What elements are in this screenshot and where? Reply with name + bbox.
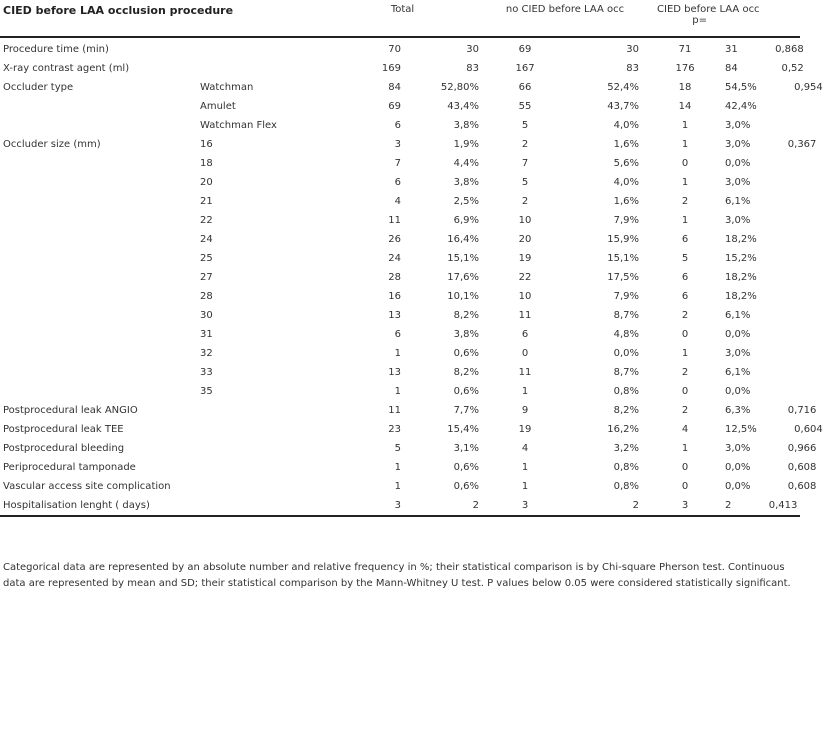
no-cied-n: 7 <box>521 158 529 169</box>
total-stat: 83 <box>466 63 480 74</box>
row-label <box>0 173 200 192</box>
cied-n: 1 <box>681 443 689 454</box>
row-sublabel: Amulet <box>200 101 236 112</box>
table-row <box>0 37 800 59</box>
total-stat: 0,6% <box>453 462 480 473</box>
total-stat: 10,1% <box>447 291 480 302</box>
table-row <box>0 230 800 249</box>
total-n: 3 <box>394 500 401 511</box>
row-sublabel <box>200 37 320 59</box>
cied-stat-value: 54,5% <box>725 82 757 93</box>
cied-n: 1 <box>681 215 689 226</box>
row-sublabel <box>200 420 320 439</box>
row-sublabel: Watchman Flex <box>200 120 277 131</box>
cied-stat <box>725 477 817 496</box>
cied-n: 1 <box>681 120 689 131</box>
row-sublabel: 18 <box>200 158 213 169</box>
total-n: 28 <box>388 272 401 283</box>
cied-stat-value: 6,1% <box>725 196 751 207</box>
total-stat: 3,8% <box>453 177 480 188</box>
no-cied-stat: 7,9% <box>613 291 640 302</box>
no-cied-n: 20 <box>518 234 532 245</box>
no-cied-stat: 7,9% <box>613 215 640 226</box>
cied-stat-value: 3,0% <box>725 120 751 131</box>
p-value: 0,413 <box>768 500 798 511</box>
cied-stat <box>725 420 823 439</box>
total-n: 23 <box>388 424 401 435</box>
row-sublabel: Watchman <box>200 82 254 93</box>
row-sublabel: 22 <box>200 215 213 226</box>
total-stat: 30 <box>466 44 480 55</box>
total-stat: 0,6% <box>453 481 480 492</box>
total-n: 169 <box>381 63 401 74</box>
total-stat: 7,7% <box>453 405 480 416</box>
table-row <box>0 477 800 496</box>
row-label <box>0 363 200 382</box>
total-n: 7 <box>394 158 401 169</box>
no-cied-n: 167 <box>515 63 535 74</box>
row-label <box>0 268 200 287</box>
header-cied: CIED before LAA occ <box>657 4 760 15</box>
header-total: Total <box>390 4 415 15</box>
header-cied-and-p <box>645 0 800 37</box>
no-cied-stat: 8,7% <box>613 367 640 378</box>
no-cied-n: 10 <box>518 291 532 302</box>
no-cied-stat: 1,6% <box>613 139 640 150</box>
no-cied-n: 1 <box>521 386 529 397</box>
cied-stat <box>725 306 800 325</box>
p-value: 0,966 <box>787 443 817 454</box>
row-sublabel: 31 <box>200 329 213 340</box>
cied-stat-value: 12,5% <box>725 424 757 435</box>
total-stat: 15,4% <box>447 424 480 435</box>
total-n: 24 <box>388 253 401 264</box>
no-cied-stat: 5,6% <box>613 158 640 169</box>
total-stat: 8,2% <box>453 367 480 378</box>
row-sublabel: 24 <box>200 234 213 245</box>
total-stat: 1,9% <box>453 139 480 150</box>
row-sublabel: 27 <box>200 272 213 283</box>
no-cied-n: 5 <box>521 120 529 131</box>
row-sublabel <box>200 458 320 477</box>
no-cied-n: 22 <box>518 272 532 283</box>
row-sublabel: 21 <box>200 196 213 207</box>
table-row <box>0 59 800 78</box>
no-cied-n: 69 <box>518 44 532 55</box>
cied-n: 2 <box>681 310 689 321</box>
no-cied-stat: 52,4% <box>607 82 640 93</box>
cied-stat-value: 0,0% <box>725 481 751 492</box>
p-value: 0,608 <box>787 481 817 492</box>
total-stat: 3,1% <box>453 443 480 454</box>
row-label <box>0 382 200 401</box>
no-cied-n: 3 <box>521 500 529 511</box>
no-cied-stat: 17,5% <box>607 272 640 283</box>
cied-stat-value: 31 <box>725 44 738 55</box>
total-n: 4 <box>394 196 401 207</box>
table-row <box>0 306 800 325</box>
no-cied-stat: 15,9% <box>607 234 640 245</box>
no-cied-stat: 0,8% <box>613 386 640 397</box>
cied-stat-value: 3,0% <box>725 177 751 188</box>
cied-stat <box>725 78 823 97</box>
table-row <box>0 154 800 173</box>
row-sublabel: 20 <box>200 177 213 188</box>
total-stat: 2 <box>472 500 480 511</box>
cied-stat-value: 18,2% <box>725 234 757 245</box>
total-n: 1 <box>394 348 401 359</box>
row-label: Occluder type <box>3 82 74 93</box>
no-cied-stat: 0,0% <box>613 348 640 359</box>
row-label: X-ray contrast agent (ml) <box>3 63 130 74</box>
cied-stat-value: 0,0% <box>725 329 751 340</box>
table-row <box>0 401 800 420</box>
no-cied-n: 11 <box>518 367 532 378</box>
total-n: 69 <box>388 101 401 112</box>
table-row <box>0 382 800 401</box>
row-sublabel <box>200 439 320 458</box>
row-label <box>0 306 200 325</box>
no-cied-n: 55 <box>518 101 532 112</box>
no-cied-stat: 1,6% <box>613 196 640 207</box>
table-row <box>0 97 800 116</box>
cied-stat <box>725 287 800 306</box>
row-label: Postprocedural bleeding <box>3 443 125 454</box>
total-stat: 17,6% <box>447 272 480 283</box>
p-value: 0,608 <box>787 462 817 473</box>
p-value: 0,52 <box>781 63 804 74</box>
row-sublabel <box>200 59 320 78</box>
row-label: Procedure time (min) <box>3 44 109 55</box>
no-cied-n: 66 <box>518 82 532 93</box>
cied-n: 6 <box>681 272 689 283</box>
cied-stat-value: 2 <box>725 500 732 511</box>
cied-stat-value: 6,3% <box>725 405 751 416</box>
row-label: Periprocedural tamponade <box>3 462 136 473</box>
no-cied-stat: 3,2% <box>613 443 640 454</box>
cied-n: 1 <box>681 177 689 188</box>
no-cied-n: 2 <box>521 196 529 207</box>
cied-stat <box>725 154 800 173</box>
cied-stat <box>725 496 800 516</box>
total-n: 1 <box>394 462 401 473</box>
total-n: 1 <box>394 386 401 397</box>
cied-stat <box>725 382 800 401</box>
row-label: Postprocedural leak TEE <box>3 424 124 435</box>
total-stat: 16,4% <box>447 234 480 245</box>
cied-n: 3 <box>681 500 689 511</box>
table-row <box>0 458 800 477</box>
table-row <box>0 173 800 192</box>
no-cied-stat: 4,0% <box>613 177 640 188</box>
table-footnote: Categorical data are represented by an absolute number and relative frequency in %; their statistical comparison is by Chi-square Pherson test. Continuous data are represented by mean and SD; their statistical comparison by the Mann-Whitney U test. P values below 0.05 were considered statistically significant. <box>3 562 791 589</box>
total-stat: 3,8% <box>453 329 480 340</box>
cied-n: 0 <box>681 481 689 492</box>
total-n: 6 <box>394 120 401 131</box>
cied-stat-value: 3,0% <box>725 139 751 150</box>
no-cied-stat: 8,7% <box>613 310 640 321</box>
table-header-row <box>0 0 800 37</box>
header-p: p= <box>692 15 708 26</box>
cied-n: 1 <box>681 139 689 150</box>
cied-n: 2 <box>681 405 689 416</box>
total-stat: 52,80% <box>440 82 480 93</box>
cied-n: 2 <box>681 196 689 207</box>
row-label <box>0 325 200 344</box>
cied-n: 18 <box>678 82 692 93</box>
p-value: 0,367 <box>787 139 817 150</box>
table-body <box>0 37 823 516</box>
table-row <box>0 363 800 382</box>
total-n: 16 <box>388 291 401 302</box>
cied-stat-value: 3,0% <box>725 348 751 359</box>
cied-stat <box>725 439 817 458</box>
no-cied-n: 0 <box>521 348 529 359</box>
row-sublabel <box>200 477 320 496</box>
cied-n: 6 <box>681 291 689 302</box>
table-row <box>0 268 800 287</box>
cied-n: 1 <box>681 348 689 359</box>
cied-stat-value: 18,2% <box>725 272 757 283</box>
row-label <box>0 97 200 116</box>
row-sublabel: 30 <box>200 310 213 321</box>
cied-stat <box>725 135 817 154</box>
cied-stat-value: 84 <box>725 63 738 74</box>
total-n: 84 <box>388 82 401 93</box>
cied-n: 0 <box>681 329 689 340</box>
cied-stat-value: 0,0% <box>725 386 751 397</box>
cied-stat-value: 3,0% <box>725 443 751 454</box>
no-cied-n: 4 <box>521 443 529 454</box>
row-label: Hospitalisation lenght ( days) <box>3 500 150 511</box>
no-cied-stat: 83 <box>626 63 640 74</box>
cied-stat-value: 3,0% <box>725 215 751 226</box>
total-n: 70 <box>388 44 401 55</box>
cied-n: 0 <box>681 462 689 473</box>
cied-stat-value: 0,0% <box>725 462 751 473</box>
no-cied-stat: 4,0% <box>613 120 640 131</box>
row-sublabel: 33 <box>200 367 213 378</box>
row-label <box>0 211 200 230</box>
row-sublabel: 25 <box>200 253 213 264</box>
table-row <box>0 78 800 97</box>
total-stat: 15,1% <box>447 253 480 264</box>
table-row <box>0 325 800 344</box>
p-value: 0,954 <box>794 82 823 93</box>
cied-stat <box>725 230 800 249</box>
cied-n: 176 <box>675 63 695 74</box>
no-cied-n: 19 <box>518 424 532 435</box>
no-cied-stat: 16,2% <box>607 424 640 435</box>
total-n: 6 <box>394 329 401 340</box>
row-label <box>0 344 200 363</box>
row-label <box>0 192 200 211</box>
cied-stat <box>725 59 804 78</box>
no-cied-stat: 0,8% <box>613 462 640 473</box>
total-n: 11 <box>388 215 401 226</box>
p-value: 0,604 <box>794 424 823 435</box>
no-cied-stat: 2 <box>632 500 640 511</box>
row-label: Occluder size (mm) <box>3 139 101 150</box>
table-row <box>0 287 800 306</box>
header-no-cied: no CIED before LAA occ <box>505 4 625 15</box>
no-cied-stat: 43,7% <box>607 101 640 112</box>
cied-stat-value: 18,2% <box>725 291 757 302</box>
cied-n: 14 <box>678 101 692 112</box>
cied-stat-value: 42,4% <box>725 101 757 112</box>
cied-stat <box>725 211 800 230</box>
table-row <box>0 211 800 230</box>
total-stat: 6,9% <box>453 215 480 226</box>
row-label <box>0 116 200 135</box>
no-cied-n: 6 <box>521 329 529 340</box>
cied-n: 2 <box>681 367 689 378</box>
row-label: Postprocedural leak ANGIO <box>3 405 138 416</box>
row-sublabel: 16 <box>200 139 213 150</box>
table-row <box>0 249 800 268</box>
table-row <box>0 420 800 439</box>
table-title: CIED before LAA occlusion procedure <box>3 4 234 17</box>
no-cied-stat: 4,8% <box>613 329 640 340</box>
no-cied-n: 1 <box>521 462 529 473</box>
cied-stat <box>725 37 804 59</box>
row-sublabel: 28 <box>200 291 213 302</box>
cied-n: 0 <box>681 386 689 397</box>
total-n: 6 <box>394 177 401 188</box>
cied-stat <box>725 249 800 268</box>
total-n: 3 <box>394 139 401 150</box>
cied-stat <box>725 458 817 477</box>
table-row <box>0 192 800 211</box>
table-row <box>0 135 800 154</box>
no-cied-stat: 30 <box>626 44 640 55</box>
total-stat: 0,6% <box>453 348 480 359</box>
table-row <box>0 439 800 458</box>
total-stat: 2,5% <box>453 196 480 207</box>
row-label: Vascular access site complication <box>3 481 171 492</box>
cied-stat <box>725 116 800 135</box>
no-cied-stat: 15,1% <box>607 253 640 264</box>
no-cied-stat: 8,2% <box>613 405 640 416</box>
total-n: 5 <box>394 443 401 454</box>
cied-n: 4 <box>681 424 689 435</box>
row-sublabel: 35 <box>200 386 213 397</box>
cied-stat <box>725 173 800 192</box>
cied-n: 0 <box>681 158 689 169</box>
cied-stat-value: 0,0% <box>725 158 751 169</box>
cied-stat <box>725 97 800 116</box>
cied-stat <box>725 192 800 211</box>
table-row <box>0 116 800 135</box>
row-sublabel <box>200 401 320 420</box>
total-stat: 3,8% <box>453 120 480 131</box>
total-stat: 8,2% <box>453 310 480 321</box>
cied-stat-value: 6,1% <box>725 367 751 378</box>
no-cied-n: 2 <box>521 139 529 150</box>
total-n: 1 <box>394 481 401 492</box>
total-n: 13 <box>388 310 401 321</box>
table-row <box>0 496 800 516</box>
cied-stat <box>725 268 800 287</box>
no-cied-n: 9 <box>521 405 529 416</box>
cied-stat <box>725 344 800 363</box>
row-sublabel: 32 <box>200 348 213 359</box>
no-cied-n: 19 <box>518 253 532 264</box>
total-stat: 43,4% <box>447 101 480 112</box>
no-cied-n: 5 <box>521 177 529 188</box>
cied-n: 5 <box>681 253 689 264</box>
total-n: 26 <box>388 234 401 245</box>
row-label <box>0 154 200 173</box>
total-n: 13 <box>388 367 401 378</box>
no-cied-n: 11 <box>518 310 532 321</box>
row-label <box>0 287 200 306</box>
cied-stat <box>725 363 800 382</box>
cied-stat-value: 6,1% <box>725 310 751 321</box>
cied-stat-value: 15,2% <box>725 253 757 264</box>
p-value: 0,868 <box>775 44 804 55</box>
no-cied-stat: 0,8% <box>613 481 640 492</box>
no-cied-n: 1 <box>521 481 529 492</box>
p-value: 0,716 <box>787 405 817 416</box>
cied-n: 71 <box>678 44 692 55</box>
no-cied-n: 10 <box>518 215 532 226</box>
cied-n: 6 <box>681 234 689 245</box>
table-row <box>0 344 800 363</box>
cied-stat <box>725 325 800 344</box>
total-n: 11 <box>388 405 401 416</box>
total-stat: 4,4% <box>453 158 480 169</box>
row-sublabel <box>200 496 320 516</box>
row-label <box>0 249 200 268</box>
row-label <box>0 230 200 249</box>
total-stat: 0,6% <box>453 386 480 397</box>
cied-stat <box>725 401 817 420</box>
